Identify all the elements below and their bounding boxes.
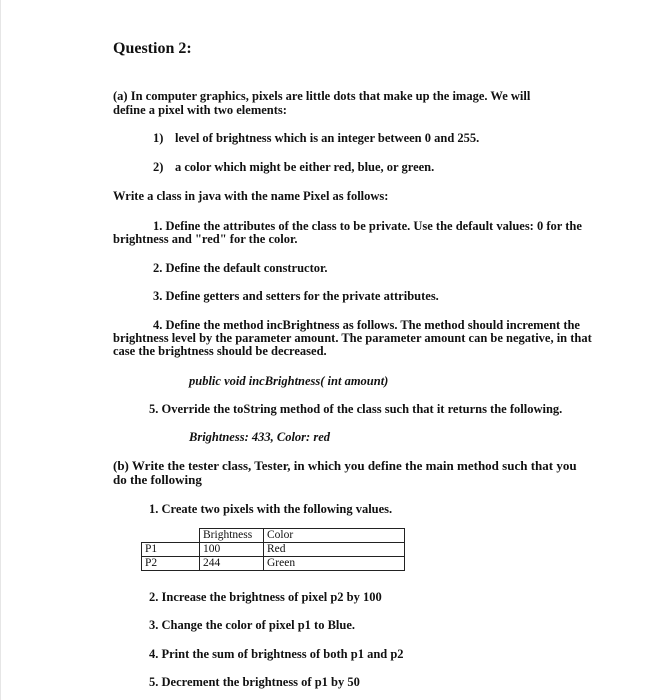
part-a-intro-line2: define a pixel with two elements: [113, 103, 287, 117]
class-step-1-line2: brightness and "red" for the color. [113, 232, 298, 246]
tester-step-2: 2. Increase the brightness of pixel p2 by 100 [149, 590, 382, 604]
class-step-4-line2: brightness level by the parameter amount. The parameter amount can be negative, in that [113, 331, 592, 345]
part-b-intro-line2: do the following [113, 472, 202, 487]
method-signature: public void incBrightness( int amount) [189, 374, 389, 388]
element-text-1: level of brightness which is an integer between 0 and 255. [175, 131, 480, 145]
question-title: Question 2: [113, 40, 192, 57]
element-number-1: 1) [153, 131, 164, 145]
class-step-5: 5. Override the toString method of the class such that it returns the following. [149, 402, 563, 416]
class-step-1-line1: 1. Define the attributes of the class to be private. Use the default values: 0 for the [153, 219, 582, 233]
table-row [142, 557, 405, 571]
table-header-cell [142, 529, 200, 543]
table-cell: 244 [200, 557, 264, 571]
tester-step-4: 4. Print the sum of brightness of both p1 and p2 [149, 647, 404, 661]
table-cell: P2 [142, 557, 200, 571]
class-step-2: 2. Define the default constructor. [153, 261, 328, 275]
table-header-row [142, 529, 405, 543]
class-step-3: 3. Define getters and setters for the private attributes. [153, 289, 439, 303]
pixel-values-table [141, 528, 405, 571]
tester-step-3: 3. Change the color of pixel p1 to Blue. [149, 618, 356, 632]
table-cell: Green [264, 557, 405, 571]
write-class-instruction: Write a class in java with the name Pixel as follows: [113, 189, 389, 203]
tester-step-1: 1. Create two pixels with the following values. [149, 502, 393, 516]
class-step-4-line1: 4. Define the method incBrightness as follows. The method should increment the [153, 318, 580, 332]
class-step-4-line3: case the brightness should be decreased. [113, 344, 327, 358]
part-b-intro-line1: (b) Write the tester class, Tester, in which you define the main method such that you [113, 458, 577, 473]
table-cell: Red [264, 543, 405, 557]
part-a-intro-line1: (a) In computer graphics, pixels are little dots that make up the image. We will [113, 89, 531, 103]
table-header-cell: Brightness [200, 529, 264, 543]
tester-step-5: 5. Decrement the brightness of p1 by 50 [149, 675, 360, 689]
table-row [142, 543, 405, 557]
element-number-2: 2) [153, 160, 164, 174]
table-cell: 100 [200, 543, 264, 557]
table-cell: P1 [142, 543, 200, 557]
tostring-output-example: Brightness: 433, Color: red [189, 430, 330, 444]
table-header-cell: Color [264, 529, 405, 543]
element-text-2: a color which might be either red, blue, or green. [175, 160, 435, 174]
